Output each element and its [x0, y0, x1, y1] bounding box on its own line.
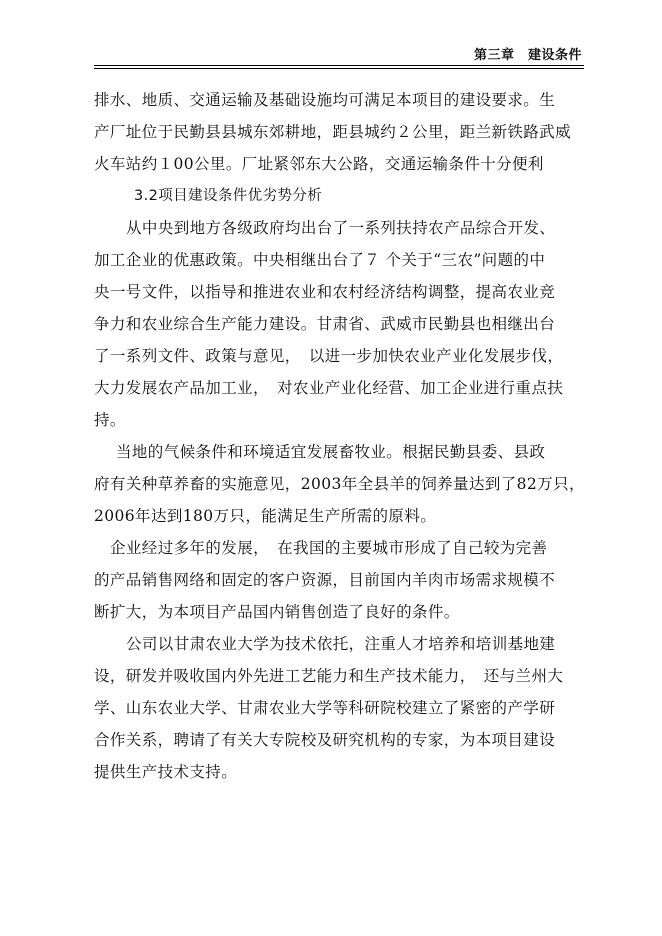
text-line: 从中央到地方各级政府均出台了一系列扶持农产品综合开发、	[126, 219, 556, 237]
text-line: 排水、地质、交通运输及基础设施均可满足本项目的建设要求。生	[94, 91, 556, 109]
text-line: 了一系列文件、政策与意见， 以进一步加快农业产业化发展步伐，	[94, 347, 564, 365]
text-line: 产厂址位于民勤县县城东郊耕地，距县城约２公里，距兰新铁路武威	[94, 123, 572, 141]
text-line: 企业经过多年的发展， 在我国的主要城市形成了自己较为完善	[110, 539, 548, 557]
text-line: 的产品销售网络和固定的客户资源，目前国内羊肉市场需求规模不	[94, 571, 556, 589]
text-line: 提供生产技术支持。	[94, 763, 238, 781]
text-line: 持。	[94, 411, 126, 429]
document-body	[94, 84, 590, 788]
text-line: 设，研发并吸收国内外先进工艺能力和生产技术能力， 还与兰州大	[94, 667, 564, 685]
text-line: 加工企业的优惠政策。中央相继出台了７ 个关于“三农”问题的中	[94, 251, 546, 269]
text-line: 公司以甘肃农业大学为技术依托，注重人才培养和培训基地建	[126, 635, 556, 653]
text-line: 当地的气候条件和环境适宜发展畜牧业。根据民勤县委、县政	[116, 443, 546, 461]
text-line: 争力和农业综合生产能力建设。甘肃省、武威市民勤县也相继出台	[94, 315, 556, 333]
header-rule	[94, 65, 584, 66]
text-line: 合作关系，聘请了有关大专院校及研究机构的专家，为本项目建设	[94, 731, 556, 749]
text-line: 火车站约１00公里。厂址紧邻东大公路，交通运输条件十分便利	[94, 155, 544, 173]
text-line: 断扩大，为本项目产品国内销售创造了良好的条件。	[94, 603, 460, 621]
paragraph-market	[94, 532, 590, 628]
running-header: 第三章 建设条件	[473, 48, 582, 63]
text-line: 大力发展农产品加工业， 对农业产业化经营、加工企业进行重点扶	[94, 379, 564, 397]
text-line: 学、山东农业大学、甘肃农业大学等科研院校建立了紧密的产学研	[94, 699, 556, 717]
paragraph-climate	[94, 436, 590, 532]
paragraph-technology	[94, 628, 590, 788]
paragraph-site-conditions	[94, 84, 590, 180]
text-line: 央一号文件，以指导和推进农业和农村经济结构调整，提高农业竞	[94, 283, 556, 301]
text-line: 2006年达到180万只，能满足生产所需的原料。	[94, 507, 437, 525]
paragraph-policy	[94, 212, 590, 436]
section-heading: 3.2项目建设条件优劣势分析	[134, 188, 323, 204]
text-line: 府有关种草养畜的实施意见，2003年全县羊的饲养量达到了82万只，	[94, 475, 585, 493]
